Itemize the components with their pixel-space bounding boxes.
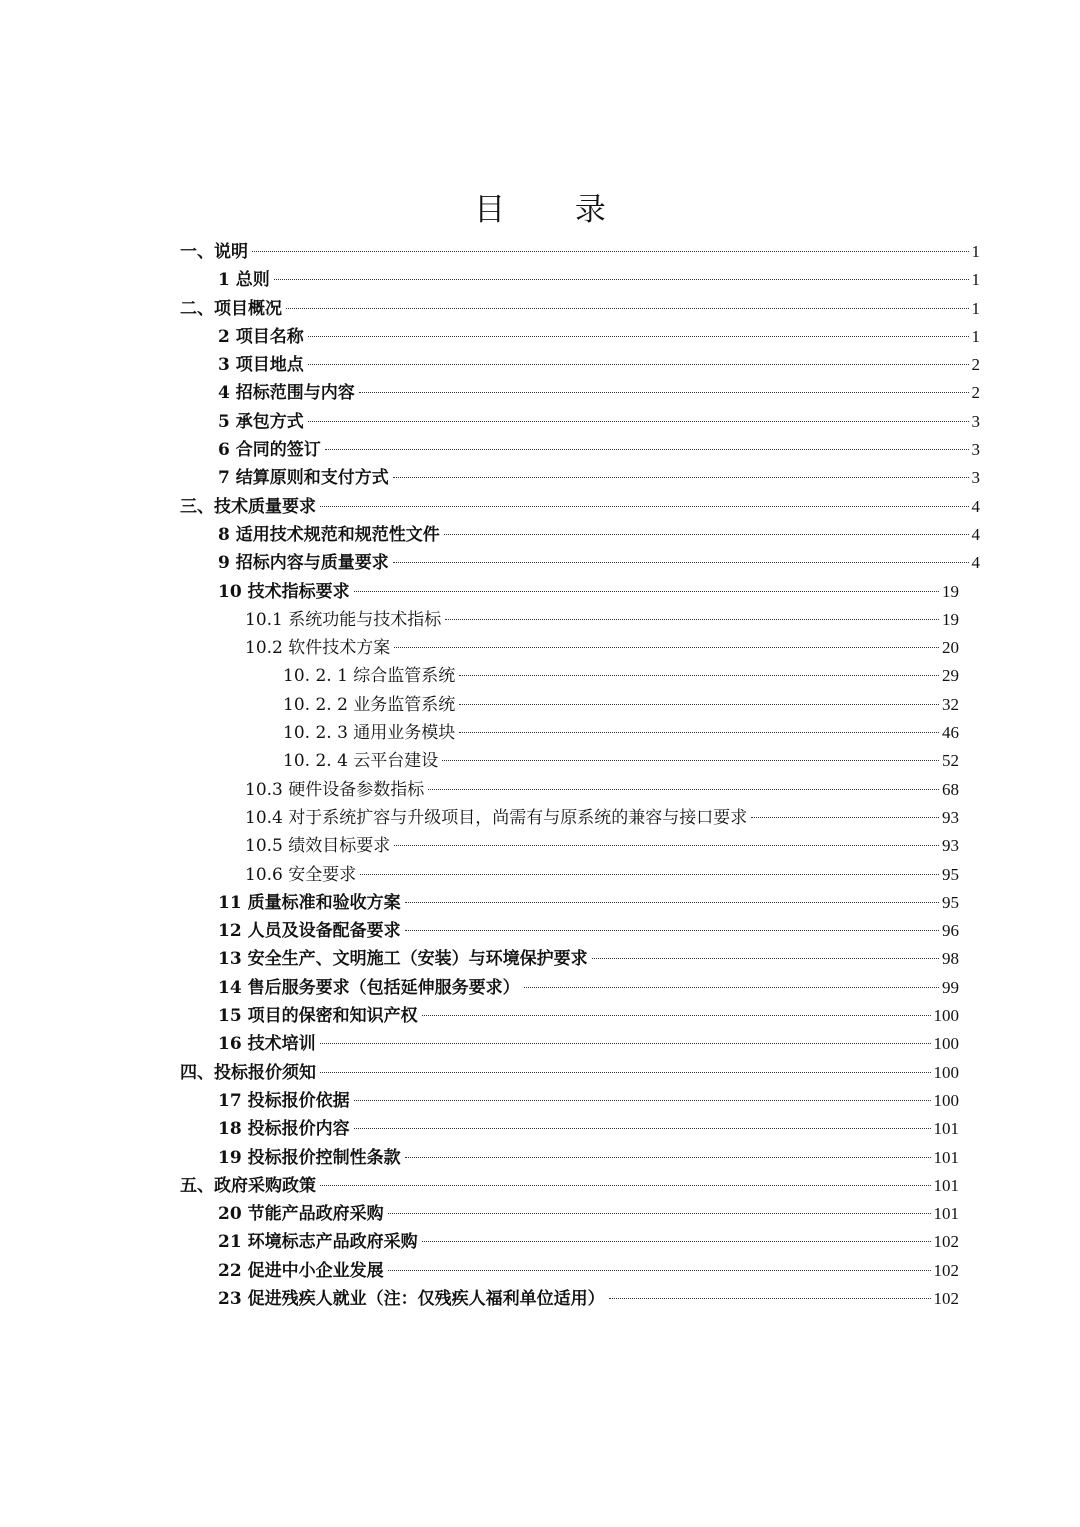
- toc-entry-label: 4 招标范围与内容: [218, 383, 355, 404]
- toc-entry-label: 5 承包方式: [218, 411, 304, 432]
- toc-entry-label: 10.1 系统功能与技术指标: [245, 609, 442, 630]
- toc-dot-leader: [393, 562, 969, 563]
- toc-entry[interactable]: [180, 945, 980, 973]
- toc-dot-leader: [393, 477, 969, 478]
- toc-dot-leader: [359, 392, 969, 393]
- toc-entry[interactable]: [180, 1257, 980, 1285]
- toc-entry-page-number: 102: [933, 1288, 959, 1308]
- toc-entry-label: 18 投标报价内容: [218, 1119, 350, 1140]
- toc-entry-page-number: 52: [942, 751, 959, 771]
- toc-entry-label: 13 安全生产、文明施工（安装）与环境保护要求: [218, 949, 588, 970]
- toc-entry-page-number: 100: [933, 1090, 959, 1110]
- toc-dot-leader: [388, 1270, 931, 1271]
- toc-entry-label: 19 投标报价控制性条款: [218, 1147, 401, 1168]
- toc-dot-leader: [394, 647, 939, 648]
- toc-entry[interactable]: [180, 351, 980, 379]
- toc-entry[interactable]: [180, 1059, 980, 1087]
- toc-dot-leader: [354, 1100, 931, 1101]
- toc-entry-label: 9 招标内容与质量要求: [218, 553, 389, 574]
- toc-dot-leader: [459, 704, 939, 705]
- toc-entry-label: 11 质量标准和验收方案: [218, 892, 401, 913]
- toc-entry-page-number: 1: [971, 326, 980, 346]
- toc-entry-label: 五、政府采购政策: [180, 1175, 316, 1196]
- toc-entry[interactable]: [180, 323, 980, 351]
- toc-dot-leader: [388, 1213, 931, 1214]
- toc-entry-label: 2 项目名称: [218, 326, 304, 347]
- toc-entry[interactable]: [180, 549, 980, 577]
- toc-entry-page-number: 68: [942, 779, 959, 799]
- toc-entry[interactable]: [180, 408, 980, 436]
- toc-entry-label: 10. 2. 2 业务监管系统: [283, 694, 456, 715]
- toc-entry-page-number: 19: [942, 581, 959, 601]
- toc-entry-page-number: 99: [942, 977, 959, 997]
- toc-entry[interactable]: [180, 295, 980, 323]
- toc-entry[interactable]: [180, 436, 980, 464]
- toc-dot-leader: [422, 1241, 931, 1242]
- toc-entry[interactable]: [180, 521, 980, 549]
- toc-entry[interactable]: [180, 719, 980, 747]
- toc-entry-page-number: 98: [942, 949, 959, 969]
- toc-entry[interactable]: [180, 662, 980, 690]
- toc-dot-leader: [444, 534, 969, 535]
- toc-entry-label: 21 环境标志产品政府采购: [218, 1232, 418, 1253]
- toc-entry-label: 3 项目地点: [218, 355, 304, 376]
- toc-entry-page-number: 19: [942, 609, 959, 629]
- toc-entry-label: 7 结算原则和支付方式: [218, 468, 389, 489]
- toc-entry[interactable]: [180, 832, 980, 860]
- toc-entry[interactable]: [180, 1002, 980, 1030]
- toc-entry-label: 17 投标报价依据: [218, 1090, 350, 1111]
- toc-dot-leader: [405, 1157, 931, 1158]
- toc-entry-label: 20 节能产品政府采购: [218, 1204, 384, 1225]
- table-of-contents: [180, 238, 980, 1313]
- toc-entry-label: 10 技术指标要求: [218, 581, 350, 602]
- toc-entry-page-number: 2: [971, 383, 980, 403]
- toc-dot-leader: [286, 308, 969, 309]
- toc-entry[interactable]: [180, 1030, 980, 1058]
- toc-entry-page-number: 101: [933, 1119, 959, 1139]
- toc-entry-page-number: 102: [933, 1260, 959, 1280]
- toc-entry-label: 10. 2. 4 云平台建设: [283, 751, 439, 772]
- toc-entry-label: 12 人员及设备配备要求: [218, 921, 401, 942]
- toc-entry-label: 10. 2. 1 综合监管系统: [283, 666, 456, 687]
- toc-entry-page-number: 100: [933, 1034, 959, 1054]
- toc-dot-leader: [592, 958, 939, 959]
- toc-entry[interactable]: [180, 1087, 980, 1115]
- toc-entry-page-number: 29: [942, 666, 959, 686]
- toc-entry-page-number: 20: [942, 638, 959, 658]
- toc-entry[interactable]: [180, 464, 980, 492]
- toc-dot-leader: [751, 817, 939, 818]
- toc-dot-leader: [308, 336, 969, 337]
- toc-entry[interactable]: [180, 238, 980, 266]
- toc-dot-leader: [422, 1015, 931, 1016]
- toc-dot-leader: [445, 619, 939, 620]
- toc-entry-page-number: 1: [971, 270, 980, 290]
- toc-entry-page-number: 3: [971, 411, 980, 431]
- toc-entry[interactable]: [180, 889, 980, 917]
- toc-dot-leader: [442, 760, 939, 761]
- toc-dot-leader: [428, 789, 939, 790]
- toc-entry-page-number: 4: [971, 524, 980, 544]
- toc-dot-leader: [320, 1072, 931, 1073]
- toc-entry-label: 1 总则: [218, 270, 270, 291]
- toc-entry-page-number: 101: [933, 1175, 959, 1195]
- toc-entry-page-number: 32: [942, 694, 959, 714]
- toc-entry-page-number: 102: [933, 1232, 959, 1252]
- toc-dot-leader: [459, 675, 939, 676]
- toc-entry-label: 10.5 绩效目标要求: [245, 836, 391, 857]
- toc-entry[interactable]: [180, 578, 980, 606]
- toc-entry-page-number: 1: [971, 298, 980, 318]
- toc-entry[interactable]: [180, 1172, 980, 1200]
- toc-entry-label: 15 项目的保密和知识产权: [218, 1006, 418, 1027]
- toc-entry[interactable]: [180, 861, 980, 889]
- toc-dot-leader: [360, 874, 939, 875]
- toc-dot-leader: [325, 449, 969, 450]
- toc-entry-label: 22 促进中小企业发展: [218, 1260, 384, 1281]
- toc-entry-label: 6 合同的签订: [218, 440, 321, 461]
- toc-entry-page-number: 96: [942, 921, 959, 941]
- toc-entry-label: 二、项目概况: [180, 298, 282, 319]
- page-title: 目 录: [474, 192, 636, 228]
- toc-entry-label: 16 技术培训: [218, 1034, 316, 1055]
- toc-dot-leader: [274, 279, 969, 280]
- toc-entry-page-number: 3: [971, 468, 980, 488]
- toc-entry-page-number: 2: [971, 355, 980, 375]
- toc-entry-page-number: 46: [942, 723, 959, 743]
- toc-dot-leader: [320, 1043, 931, 1044]
- toc-entry[interactable]: [180, 974, 980, 1002]
- toc-dot-leader: [354, 591, 939, 592]
- toc-entry[interactable]: [180, 747, 980, 775]
- toc-entry-page-number: 1: [971, 242, 980, 261]
- toc-dot-leader: [394, 845, 939, 846]
- toc-entry-page-number: 3: [971, 440, 980, 460]
- toc-dot-leader: [405, 930, 939, 931]
- toc-entry-label: 14 售后服务要求（包括延伸服务要求）: [218, 977, 520, 998]
- toc-entry[interactable]: [180, 634, 980, 662]
- toc-entry-page-number: 101: [933, 1147, 959, 1167]
- toc-dot-leader: [320, 1185, 931, 1186]
- toc-entry[interactable]: [180, 1144, 980, 1172]
- toc-entry-label: 10.2 软件技术方案: [245, 638, 391, 659]
- toc-entry-label: 10.3 硬件设备参数指标: [245, 779, 425, 800]
- toc-entry[interactable]: [180, 1115, 980, 1143]
- toc-entry-label: 三、技术质量要求: [180, 496, 316, 517]
- toc-dot-leader: [354, 1128, 931, 1129]
- toc-dot-leader: [320, 506, 969, 507]
- toc-entry-label: 23 促进残疾人就业（注：仅残疾人福利单位适用）: [218, 1288, 605, 1309]
- toc-entry-page-number: 100: [933, 1006, 959, 1026]
- toc-entry[interactable]: [180, 1228, 980, 1256]
- toc-dot-leader: [308, 364, 969, 365]
- toc-entry[interactable]: [180, 1285, 980, 1313]
- toc-entry-page-number: 93: [942, 836, 959, 856]
- toc-entry-label: 四、投标报价须知: [180, 1062, 316, 1083]
- toc-entry-page-number: 93: [942, 807, 959, 827]
- toc-entry-label: 10.4 对于系统扩容与升级项目，尚需有与原系统的兼容与接口要求: [245, 807, 748, 828]
- toc-entry-page-number: 100: [933, 1062, 959, 1082]
- toc-entry[interactable]: [180, 266, 980, 294]
- toc-dot-leader: [405, 902, 939, 903]
- toc-entry[interactable]: [180, 691, 980, 719]
- toc-entry-page-number: 95: [942, 864, 959, 884]
- toc-dot-leader: [308, 421, 969, 422]
- toc-entry-page-number: 95: [942, 892, 959, 912]
- toc-entry-page-number: 4: [971, 496, 980, 516]
- toc-entry-label: 10. 2. 3 通用业务模块: [283, 723, 456, 744]
- toc-dot-leader: [524, 987, 939, 988]
- toc-dot-leader: [252, 251, 969, 252]
- toc-entry-label: 8 适用技术规范和规范性文件: [218, 524, 440, 545]
- toc-entry-label: 一、说明: [180, 242, 248, 262]
- toc-entry[interactable]: [180, 1200, 980, 1228]
- toc-entry[interactable]: [180, 493, 980, 521]
- toc-entry-label: 10.6 安全要求: [245, 864, 357, 885]
- toc-entry[interactable]: [180, 379, 980, 407]
- toc-entry[interactable]: [180, 606, 980, 634]
- toc-dot-leader: [459, 732, 939, 733]
- toc-entry-page-number: 101: [933, 1204, 959, 1224]
- toc-dot-leader: [609, 1298, 931, 1299]
- toc-entry[interactable]: [180, 776, 980, 804]
- toc-entry[interactable]: [180, 917, 980, 945]
- toc-entry-page-number: 4: [971, 553, 980, 573]
- toc-entry[interactable]: [180, 804, 980, 832]
